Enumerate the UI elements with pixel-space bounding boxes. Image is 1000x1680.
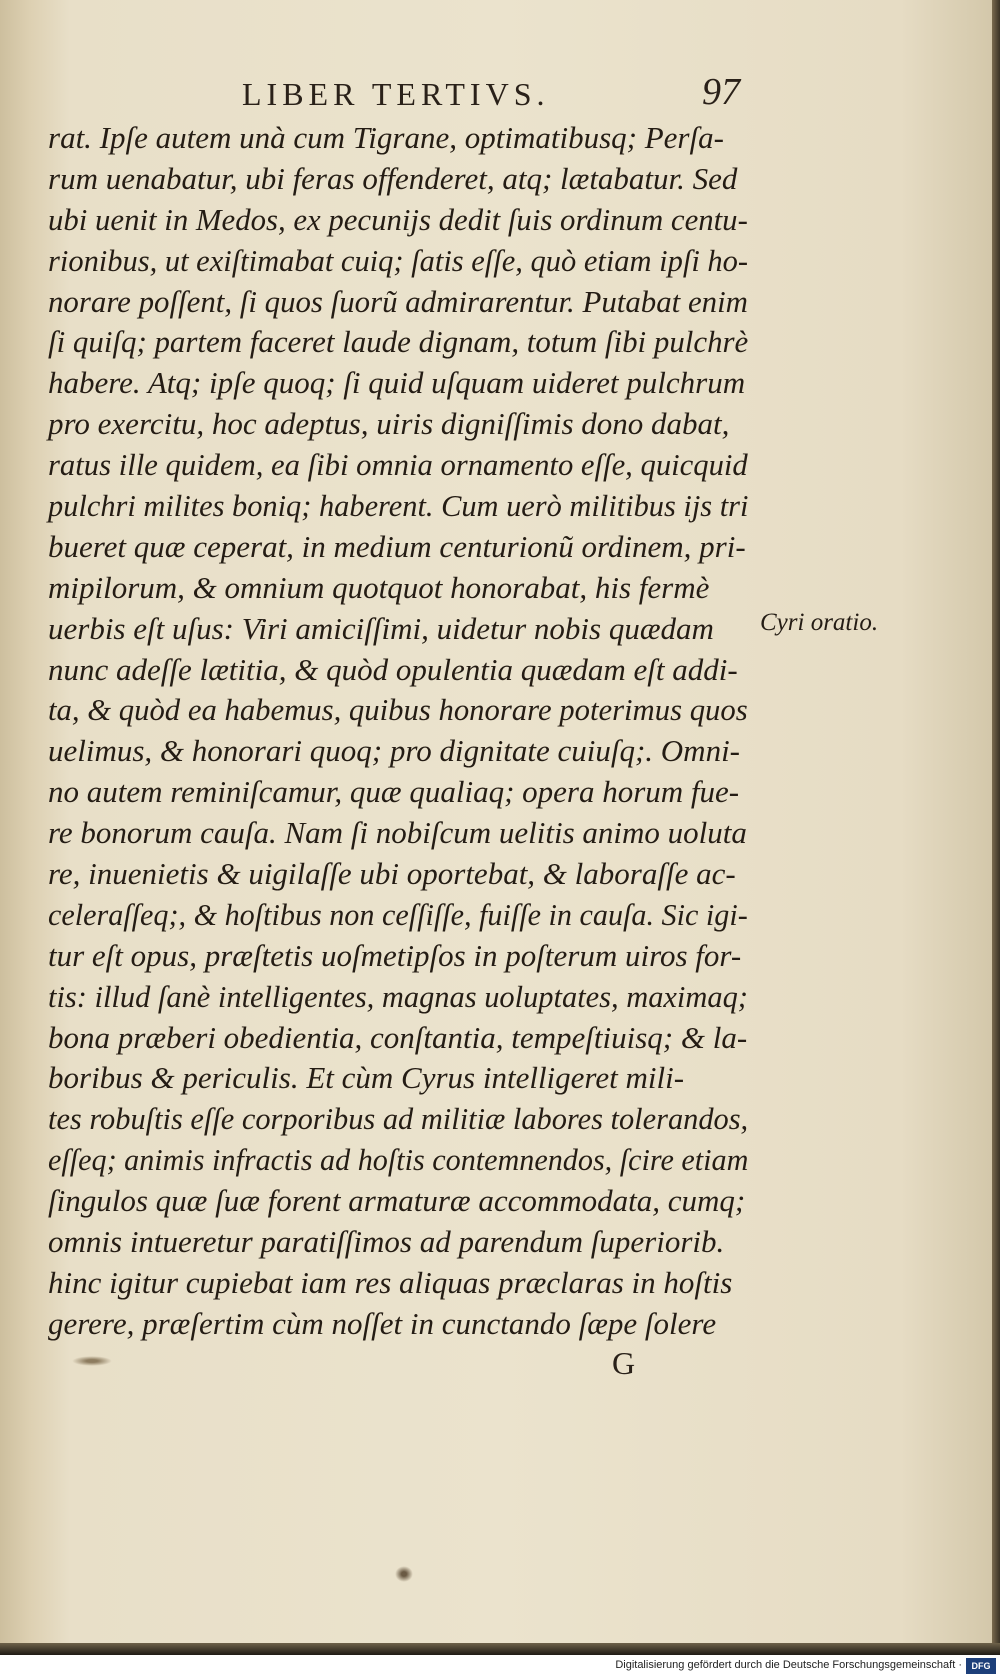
text-line: hinc igitur cupiebat iam res aliquas præclaras in hoſtis bbox=[48, 1264, 733, 1300]
text-line: gerere, præſertim cùm noſſet in cunctando ſæpe ſolere bbox=[48, 1305, 717, 1341]
dfg-logo-icon[interactable]: DFG bbox=[966, 1658, 996, 1674]
text-line: rionibus, ut exiſtimabat cuiq; ſatis eſſe, quò etiam ipſi ho- bbox=[48, 242, 749, 278]
body-text bbox=[48, 118, 748, 1345]
text-line: re, inuenietis & uigilaſſe ubi oportebat, & laboraſſe ac- bbox=[48, 856, 736, 892]
running-head bbox=[242, 72, 762, 116]
text-line: ratus ille quidem, ea ſibi omnia ornamento eſſe, quicquid bbox=[48, 447, 748, 483]
running-title: LIBER TERTIVS. bbox=[242, 76, 550, 112]
signature-mark: G bbox=[612, 1345, 636, 1381]
text-line: norare poſſent, ſi quos ſuorũ admirarentur. Putabat enim bbox=[48, 283, 748, 319]
text-line: ta, & quòd ea habemus, quibus honorare poterimus quos bbox=[48, 692, 748, 728]
text-line: uelimus, & honorari quoq; pro dignitate cuiuſq;. Omni- bbox=[48, 733, 741, 769]
text-line: rum uenabatur, ubi feras offenderet, atq; lætabatur. Sed bbox=[48, 160, 738, 196]
text-line: tis: illud ſanè intelligentes, magnas uoluptates, maximaq; bbox=[48, 978, 748, 1014]
marginal-note: Cyri oratio. bbox=[760, 609, 879, 636]
text-line: ſingulos quæ ſuæ forent armaturæ accommodata, cumq; bbox=[48, 1183, 746, 1219]
text-line: no autem reminiſcamur, quæ qualiaq; opera horum fue- bbox=[48, 774, 740, 810]
text-line: eſſeq; animis infractis ad hoſtis contemnendos, ſcire etiam bbox=[48, 1142, 749, 1178]
text-line: rat. Ipſe autem unà cum Tigrane, optimatibusq; Perſa- bbox=[48, 120, 724, 155]
text-line: ſi quiſq; partem faceret laude dignam, totum ſibi pulchrè bbox=[48, 324, 749, 360]
ink-blot bbox=[395, 1566, 413, 1582]
page-edge-shadow bbox=[992, 0, 1000, 1655]
text-line: tes robuſtis eſſe corporibus ad militiæ labores tolerandos, bbox=[48, 1101, 749, 1137]
text-line: ubi uenit in Medos, ex pecunijs dedit ſuis ordinum centu- bbox=[48, 201, 748, 237]
text-line: habere. Atq; ipſe quoq; ſi quid uſquam uideret pulchrum bbox=[48, 365, 746, 401]
footer-credit: Digitalisierung gefördert durch die Deutsche Forschungsgemeinschaft · bbox=[615, 1659, 962, 1671]
ink-smudge bbox=[72, 1356, 112, 1366]
text-line: boribus & periculis. Et cùm Cyrus intelligeret mili- bbox=[48, 1060, 685, 1096]
text-line: re bonorum cauſa. Nam ſi nobiſcum uelitis animo uoluta bbox=[48, 815, 747, 851]
page-number: 97 bbox=[702, 71, 740, 113]
text-line: celeraſſeq;, & hoſtibus non ceſſiſſe, fuiſſe in cauſa. Sic igi- bbox=[48, 896, 748, 932]
text-line: omnis intueretur paratiſſimos ad parendum ſuperiorib. bbox=[48, 1224, 725, 1260]
digitization-footer bbox=[0, 1655, 1000, 1680]
text-line: tur eſt opus, præſtetis uoſmetipſos in poſterum uiros for- bbox=[48, 937, 742, 973]
text-line: bona præberi obedientia, conſtantia, tempeſtiuisq; & la- bbox=[48, 1019, 748, 1055]
text-line: nunc adeſſe lætitia, & quòd opulentia quædam eſt addi- bbox=[48, 651, 738, 687]
text-line: uerbis eſt uſus: Viri amiciſſimi, uidetur nobis quædam bbox=[48, 610, 714, 646]
text-line: pro exercitu, hoc adeptus, uiris digniſſimis dono dabat, bbox=[48, 406, 730, 442]
text-line: pulchri milites boniq; haberent. Cum uerò militibus ijs tri bbox=[48, 488, 749, 524]
text-line: mipilorum, & omnium quotquot honorabat, his fermè bbox=[48, 569, 710, 605]
text-line: bueret quæ ceperat, in medium centurionũ ordinem, pri- bbox=[48, 528, 746, 564]
page-bottom-edge bbox=[0, 1643, 1000, 1655]
